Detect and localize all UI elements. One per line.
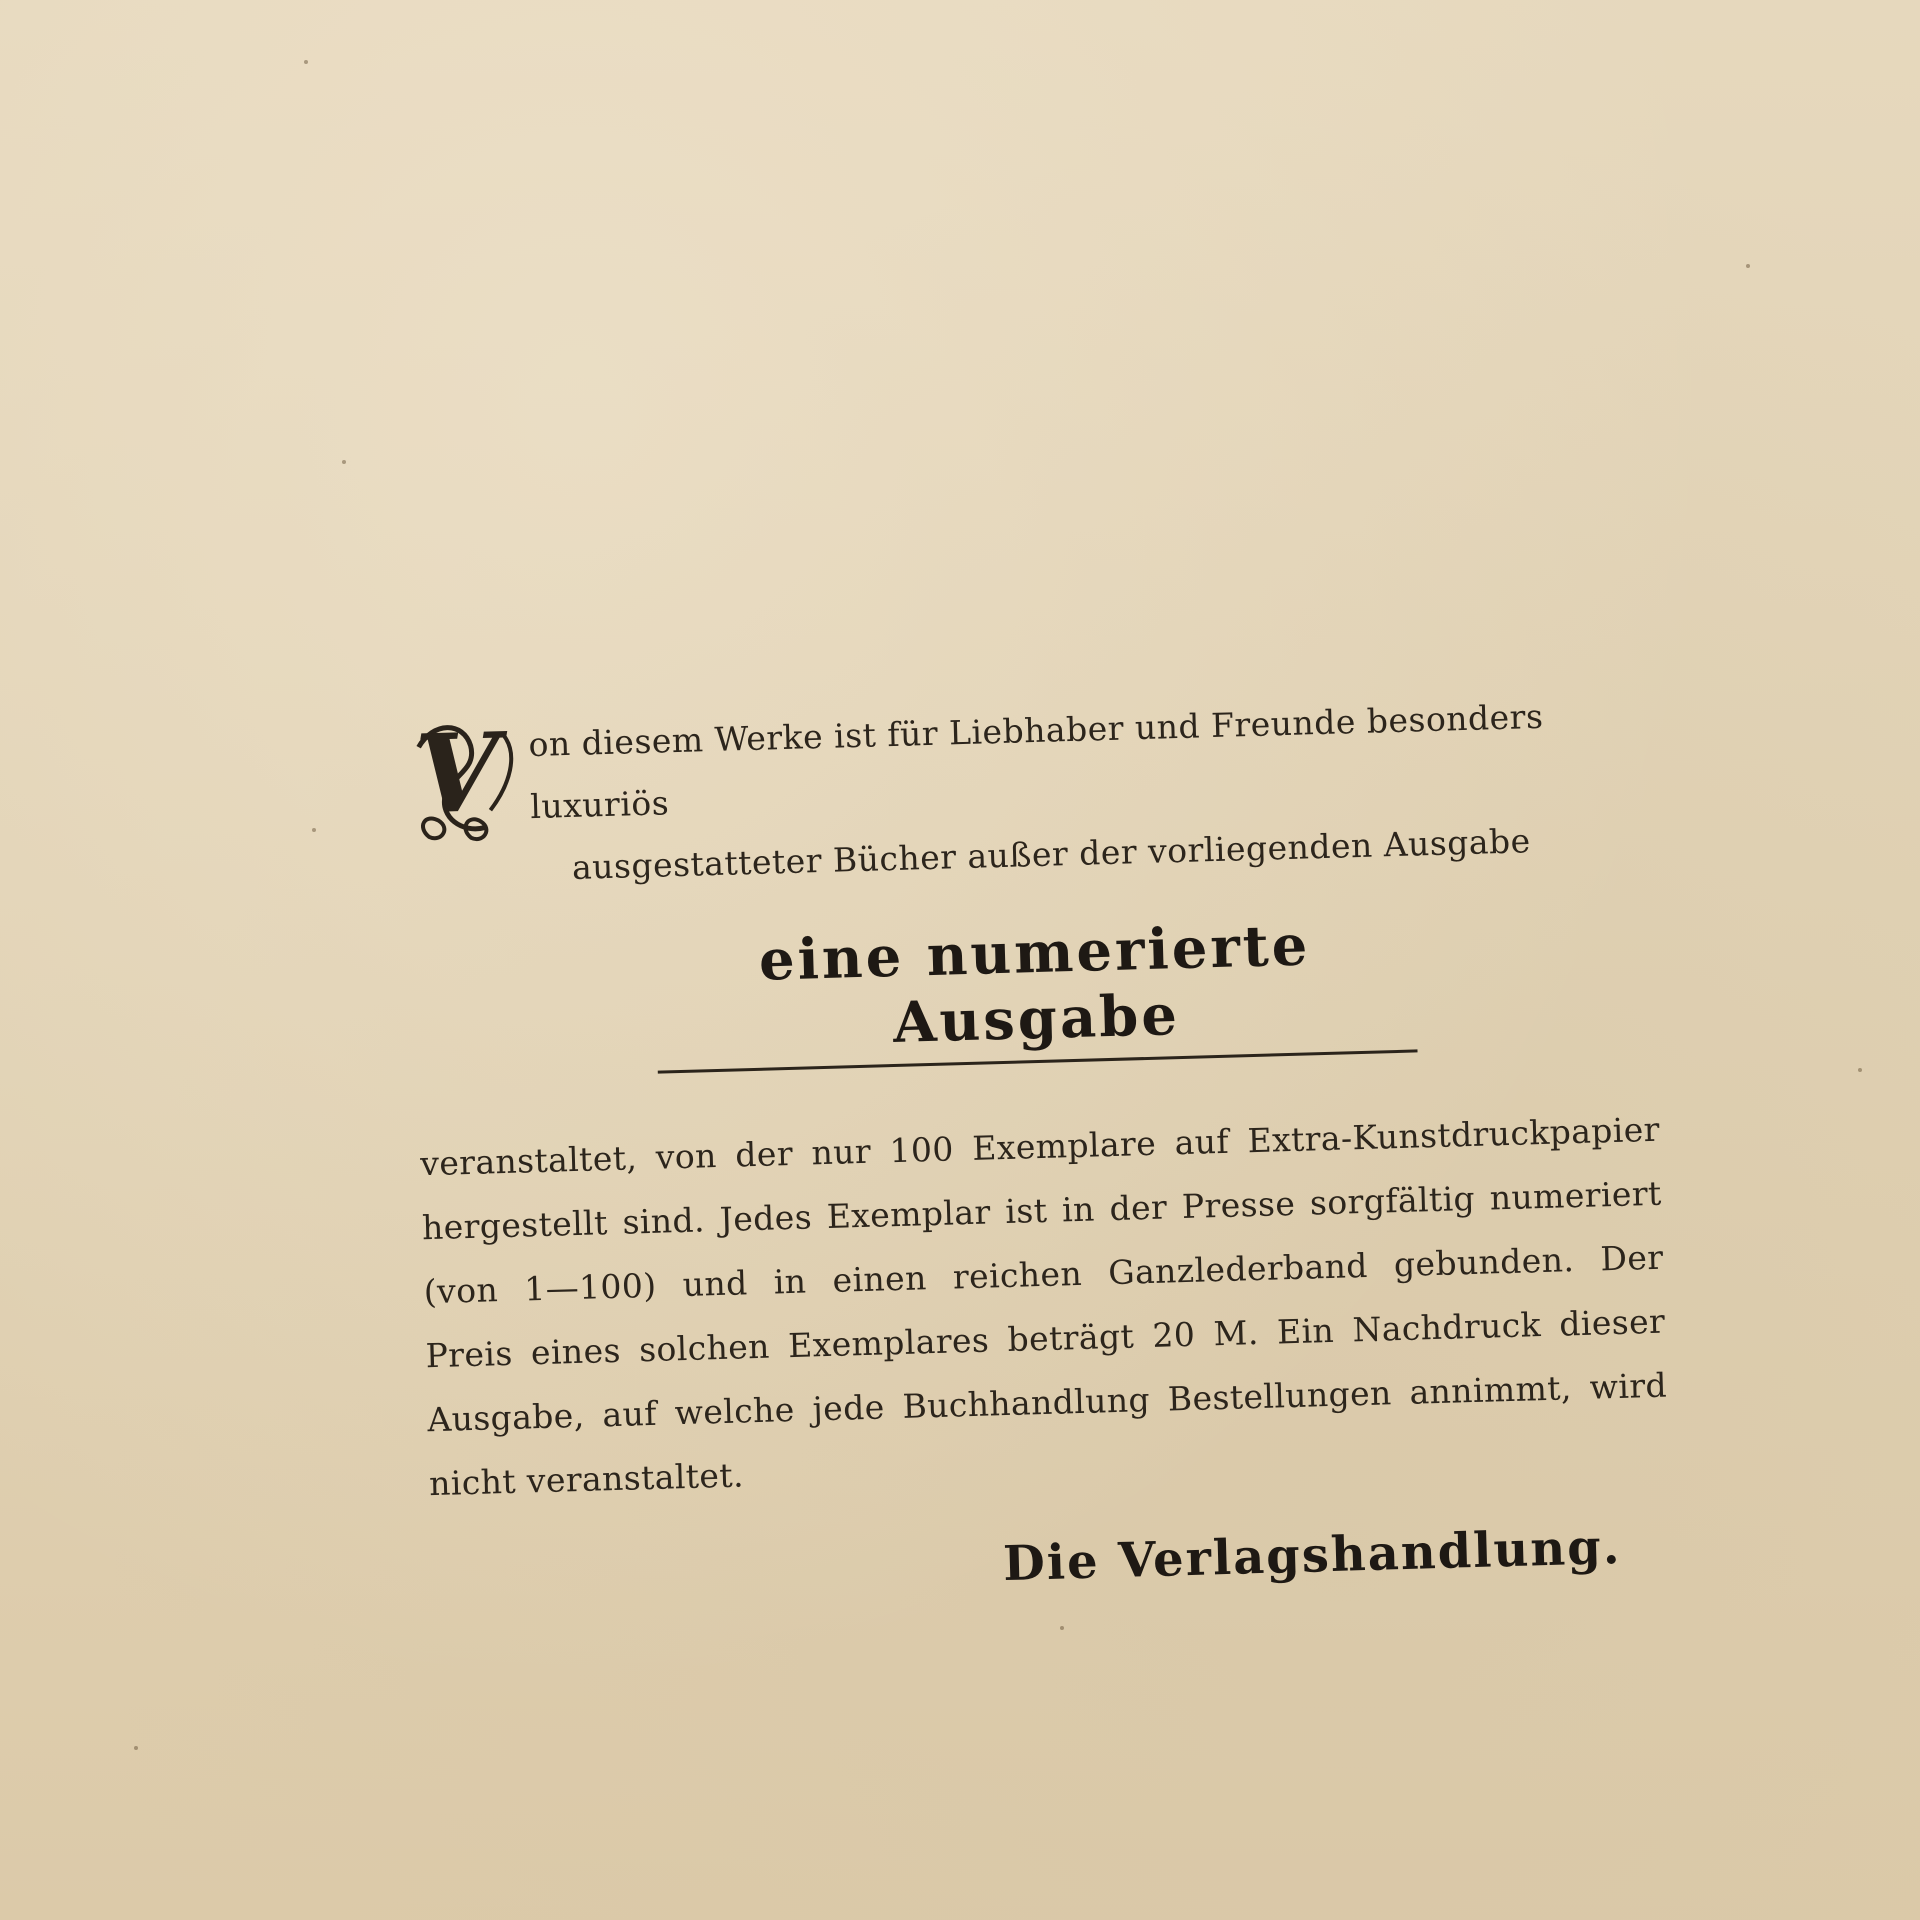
body-line: veranstaltet, von der nur 100 Exemplare auf Extra-Kunstdruckpapier [419,1109,1661,1184]
body-line: Preis eines solchen Exemplares beträgt 20 M. Ein Nachdruck dieser [425,1301,1666,1376]
paper-speck [134,1746,138,1750]
paper-speck [304,60,308,64]
intro-line-2: ausgestatteter Bücher außer der vorliegenden Ausgabe [571,821,1532,887]
paper-speck [1858,1068,1862,1072]
paper-speck [1746,264,1750,268]
intro-paragraph [408,683,1653,904]
body-line: (von 1—100) und in einen reichen Ganzlederband gebunden. Der [423,1237,1664,1312]
body-paragraph [419,1098,1669,1516]
headline-block [654,909,1418,1073]
paper-speck [342,460,346,464]
intro-line-1: on diesem Werke ist für Liebhaber und Freunde besonders luxuriös [528,696,1544,827]
paper-speck [1060,1626,1064,1630]
body-line: hergestellt sind. Jedes Exemplar ist in der Presse sorgfältig numeriert [421,1173,1663,1248]
edition-notice [408,683,1672,1608]
body-line: nicht veranstaltet. [428,1455,745,1504]
paper-speck [312,828,316,832]
headline: eine numerierte Ausgabe [758,912,1312,1057]
publisher-signature: Die Verlagshandlung. [1002,1518,1623,1593]
body-line: Ausgabe, auf welche jede Buchhandlung Bestellungen annimmt, wird [426,1365,1668,1440]
initial-letter: V [413,709,502,839]
